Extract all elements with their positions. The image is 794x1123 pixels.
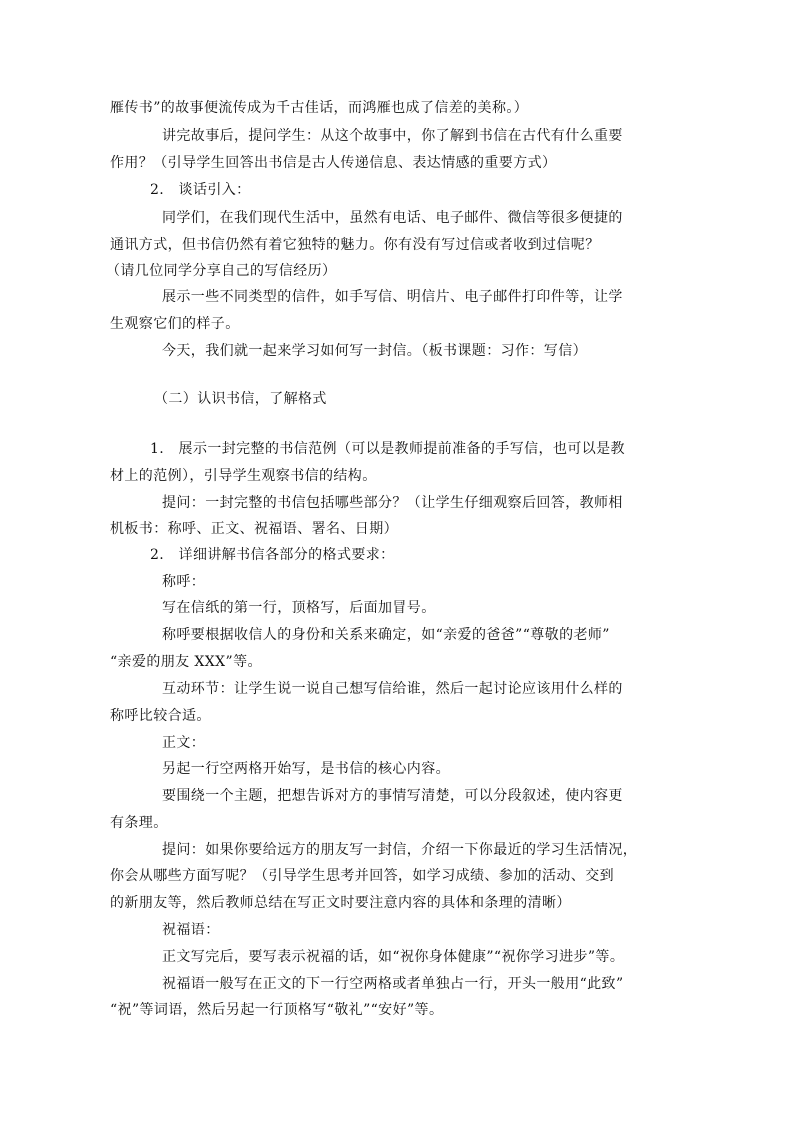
text-line: 生观察它们的样子。: [110, 316, 240, 332]
text-line: 祝福语一般写在正文的下一行空两格或者单独占一行，开头一般用“此致”: [162, 976, 624, 992]
section-heading: （二）认识书信，了解格式: [154, 391, 327, 407]
text-line: 另起一行空两格开始写，是书信的核心内容。: [162, 761, 450, 777]
text-line: 有条理。: [110, 815, 168, 831]
text-line: 今天，我们就一起来学习如何写一封信。（板书课题：习作：写信）: [162, 343, 587, 359]
subheading: 正文：: [162, 735, 206, 751]
text-line: “祝”等词语，然后另起一行顶格写“敬礼”“安好”等。: [110, 1002, 444, 1018]
text-line: 材上的范例），引导学生观察书信的结构。: [110, 468, 377, 484]
list-number-line: 2. 详细讲解书信各部分的格式要求：: [150, 547, 395, 563]
list-number-line: 2. 谈话引入：: [150, 182, 251, 198]
text-line: 的新朋友等，然后教师总结在写正文时要注意内容的具体和条理的清晰）: [110, 895, 571, 911]
text-line: 机板书：称呼、正文、祝福语、署名、日期）: [110, 521, 398, 537]
text-line: 写在信纸的第一行，顶格写，后面加冒号。: [162, 600, 436, 616]
text-line: “亲爱的朋友 XXX”等。: [110, 654, 262, 670]
subheading: 祝福语：: [162, 922, 220, 938]
text-line: 通讯方式，但书信仍然有着它独特的魅力。你有没有写过信或者收到过信呢？: [110, 237, 600, 253]
text-line: 讲完故事后，提问学生：从这个故事中，你了解到书信在古代有什么重要: [162, 128, 623, 144]
text-line: 展示一些不同类型的信件，如手写信、明信片、电子邮件打印件等，让学: [162, 289, 623, 305]
text-line: 雁传书”的故事便流传成为千古佳话，而鸿雁也成了信差的美称。）: [110, 100, 529, 116]
text-line: 作用？（引导学生回答出书信是古人传递信息、表达情感的重要方式）: [110, 155, 557, 171]
text-line: 同学们，在我们现代生活中，虽然有电话、电子邮件、微信等很多便捷的: [162, 210, 623, 226]
text-line: （请几位同学分享自己的写信经历）: [106, 263, 337, 279]
text-line: 提问：一封完整的书信包括哪些部分？（让学生仔细观察后回答，教师相: [162, 495, 623, 511]
text-line: 称呼比较合适。: [110, 708, 211, 724]
text-line: 要围绕一个主题，把想告诉对方的事情写清楚，可以分段叙述，使内容更: [162, 788, 623, 804]
list-number-line: 1. 展示一封完整的书信范例（可以是教师提前准备的手写信，也可以是教: [150, 441, 625, 457]
subheading: 称呼：: [162, 574, 206, 590]
text-line: 你会从哪些方面写呢？（引导学生思考并回答，如学习成绩、参加的活动、交到: [110, 868, 614, 884]
text-line: 正文写完后，要写表示祝福的话，如“祝你身体健康”“祝你学习进步”等。: [162, 949, 625, 965]
text-line: 提问：如果你要给远方的朋友写一封信，介绍一下你最近的学习生活情况，: [162, 842, 638, 858]
text-line: 互动环节：让学生说一说自己想写信给谁，然后一起讨论应该用什么样的: [162, 681, 623, 697]
text-line: 称呼要根据收信人的身份和关系来确定，如“亲爱的爸爸”“尊敬的老师”: [162, 627, 610, 643]
